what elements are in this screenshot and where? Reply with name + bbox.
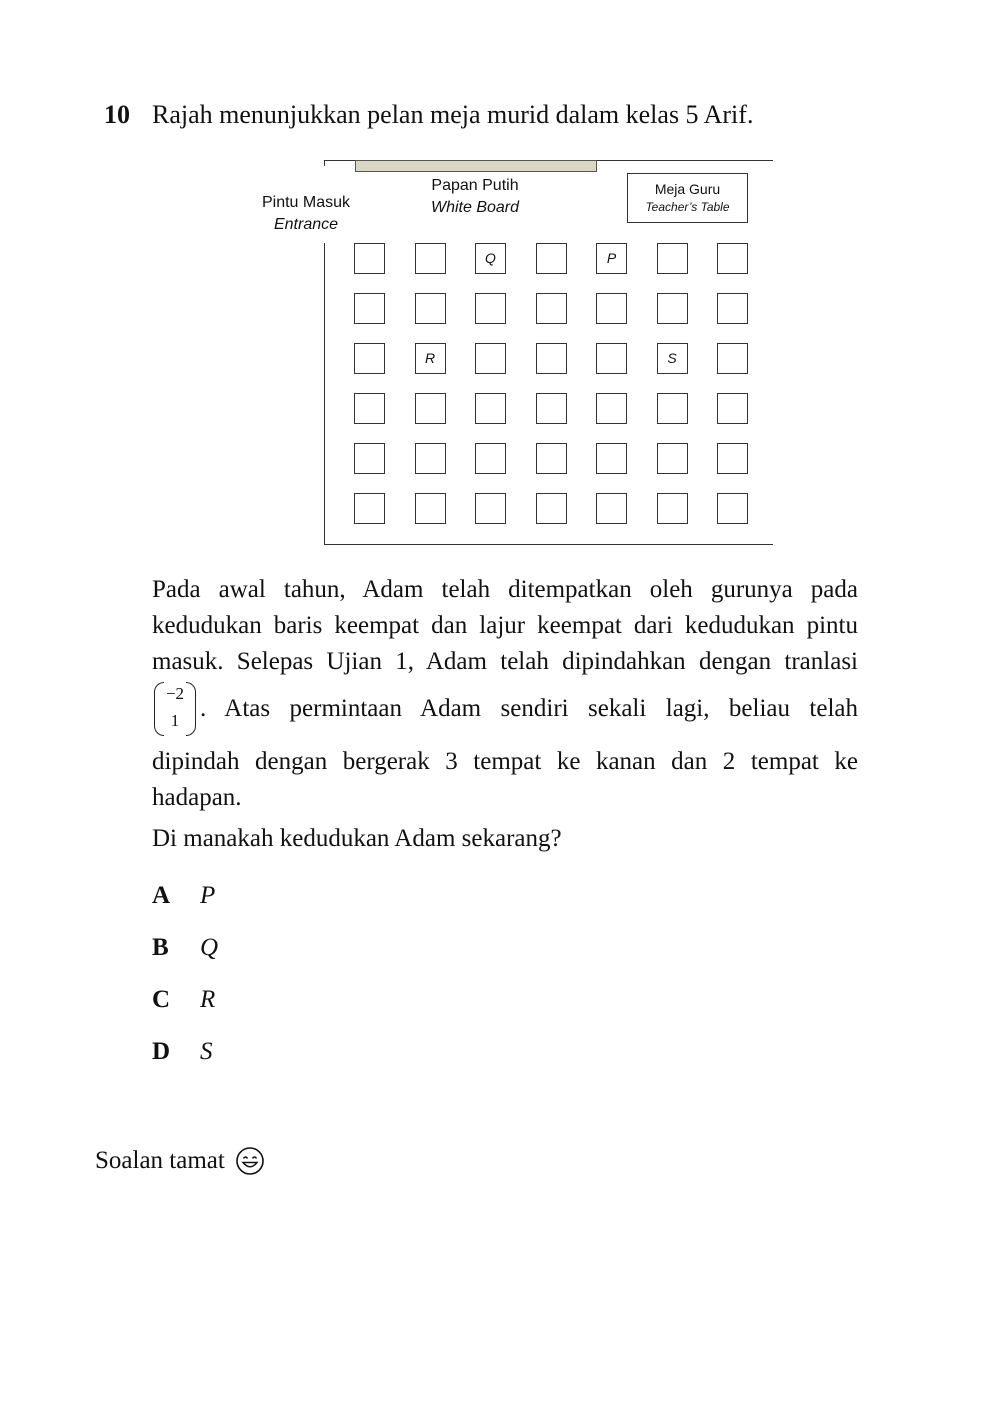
option-letter: C bbox=[152, 986, 171, 1013]
teacher-table bbox=[627, 173, 748, 223]
question-heading bbox=[104, 100, 753, 130]
desk-row bbox=[354, 243, 778, 293]
desk bbox=[475, 493, 506, 524]
desk-row bbox=[354, 443, 778, 493]
desk bbox=[415, 243, 446, 274]
desk bbox=[717, 343, 748, 374]
option-value: P bbox=[200, 882, 216, 909]
paragraph-line-6: hadapan. bbox=[152, 784, 242, 811]
desk bbox=[657, 443, 688, 474]
entrance-label bbox=[250, 192, 362, 236]
question-text: Rajah menunjukkan pelan meja murid dalam kelas 5 Arif. bbox=[152, 100, 754, 129]
desk bbox=[354, 393, 385, 424]
option-letter: A bbox=[152, 882, 171, 909]
option-a[interactable] bbox=[152, 882, 215, 910]
wall-left-stub bbox=[324, 160, 325, 166]
desk-grid bbox=[354, 243, 778, 543]
paragraph-continuation bbox=[152, 744, 858, 816]
matrix-top-value: −2 bbox=[165, 684, 185, 703]
desk bbox=[536, 493, 567, 524]
end-note bbox=[95, 1146, 265, 1176]
question-number: 10 bbox=[104, 100, 130, 129]
wall-left bbox=[324, 243, 325, 545]
desk bbox=[475, 393, 506, 424]
paragraph-line-3: masuk. Selepas Ujian 1, Adam telah dipindahkan dengan tranlasi bbox=[152, 648, 858, 675]
paragraph-line-1: Pada awal tahun, Adam telah ditempatkan oleh gurunya pada bbox=[152, 576, 858, 603]
desk bbox=[475, 343, 506, 374]
desk-p: P bbox=[596, 243, 627, 274]
whiteboard-label-malay: Papan Putih bbox=[431, 177, 519, 194]
desk bbox=[717, 443, 748, 474]
desk bbox=[415, 493, 446, 524]
desk-row bbox=[354, 393, 778, 443]
option-value: S bbox=[200, 1038, 213, 1065]
desk bbox=[717, 243, 748, 274]
desk-row bbox=[354, 293, 778, 343]
desk bbox=[536, 443, 567, 474]
wall-bottom bbox=[324, 544, 773, 545]
desk bbox=[657, 243, 688, 274]
desk bbox=[536, 293, 567, 324]
paragraph-line-2: kedudukan baris keempat dan lajur keempat dari kedudukan pintu bbox=[152, 612, 858, 639]
teacher-table-label-english: Teacher’s Table bbox=[645, 200, 730, 214]
desk bbox=[415, 393, 446, 424]
desk bbox=[536, 343, 567, 374]
desk bbox=[536, 393, 567, 424]
desk bbox=[475, 443, 506, 474]
option-d[interactable] bbox=[152, 1038, 213, 1066]
desk-q: Q bbox=[475, 243, 506, 274]
paragraph-intro bbox=[152, 572, 858, 680]
desk bbox=[415, 293, 446, 324]
classroom-plan-diagram bbox=[250, 155, 790, 555]
option-letter: D bbox=[152, 1038, 171, 1065]
desk-row bbox=[354, 493, 778, 543]
entrance-label-english: Entrance bbox=[273, 216, 339, 233]
desk bbox=[596, 293, 627, 324]
desk bbox=[475, 293, 506, 324]
option-value: Q bbox=[200, 934, 219, 961]
desk bbox=[354, 343, 385, 374]
option-c[interactable] bbox=[152, 986, 215, 1014]
matrix-right-bracket bbox=[186, 682, 196, 736]
desk bbox=[717, 293, 748, 324]
option-letter: B bbox=[152, 934, 169, 961]
entrance-label-malay: Pintu Masuk bbox=[261, 194, 351, 211]
paragraph-line-5: dipindah dengan bergerak 3 tempat ke kanan dan 2 tempat ke bbox=[152, 748, 858, 775]
desk bbox=[354, 243, 385, 274]
option-value: R bbox=[200, 986, 216, 1013]
desk bbox=[354, 443, 385, 474]
desk bbox=[717, 393, 748, 424]
smiling-face-icon bbox=[235, 1146, 265, 1176]
desk bbox=[596, 443, 627, 474]
desk-s: S bbox=[657, 343, 688, 374]
teacher-table-label-malay: Meja Guru bbox=[654, 181, 721, 197]
whiteboard-label-english: White Board bbox=[430, 199, 520, 216]
desk bbox=[657, 493, 688, 524]
desk bbox=[354, 293, 385, 324]
desk bbox=[354, 493, 385, 524]
paragraph-line-4: . Atas permintaan Adam sendiri sekali lagi, beliau telah bbox=[200, 695, 858, 722]
desk bbox=[657, 293, 688, 324]
desk bbox=[536, 243, 567, 274]
whiteboard-label bbox=[400, 175, 550, 219]
translation-line bbox=[152, 680, 858, 740]
desk bbox=[717, 493, 748, 524]
desk bbox=[596, 343, 627, 374]
end-text: Soalan tamat bbox=[95, 1147, 225, 1174]
question-prompt: Di manakah kedudukan Adam sekarang? bbox=[152, 825, 562, 852]
translation-vector bbox=[152, 680, 198, 738]
desk bbox=[657, 393, 688, 424]
desk bbox=[596, 493, 627, 524]
whiteboard bbox=[355, 160, 597, 172]
matrix-bottom-value: 1 bbox=[170, 711, 180, 730]
desk-row bbox=[354, 343, 778, 393]
option-b[interactable] bbox=[152, 934, 218, 962]
desk bbox=[596, 393, 627, 424]
desk bbox=[415, 443, 446, 474]
desk-r: R bbox=[415, 343, 446, 374]
